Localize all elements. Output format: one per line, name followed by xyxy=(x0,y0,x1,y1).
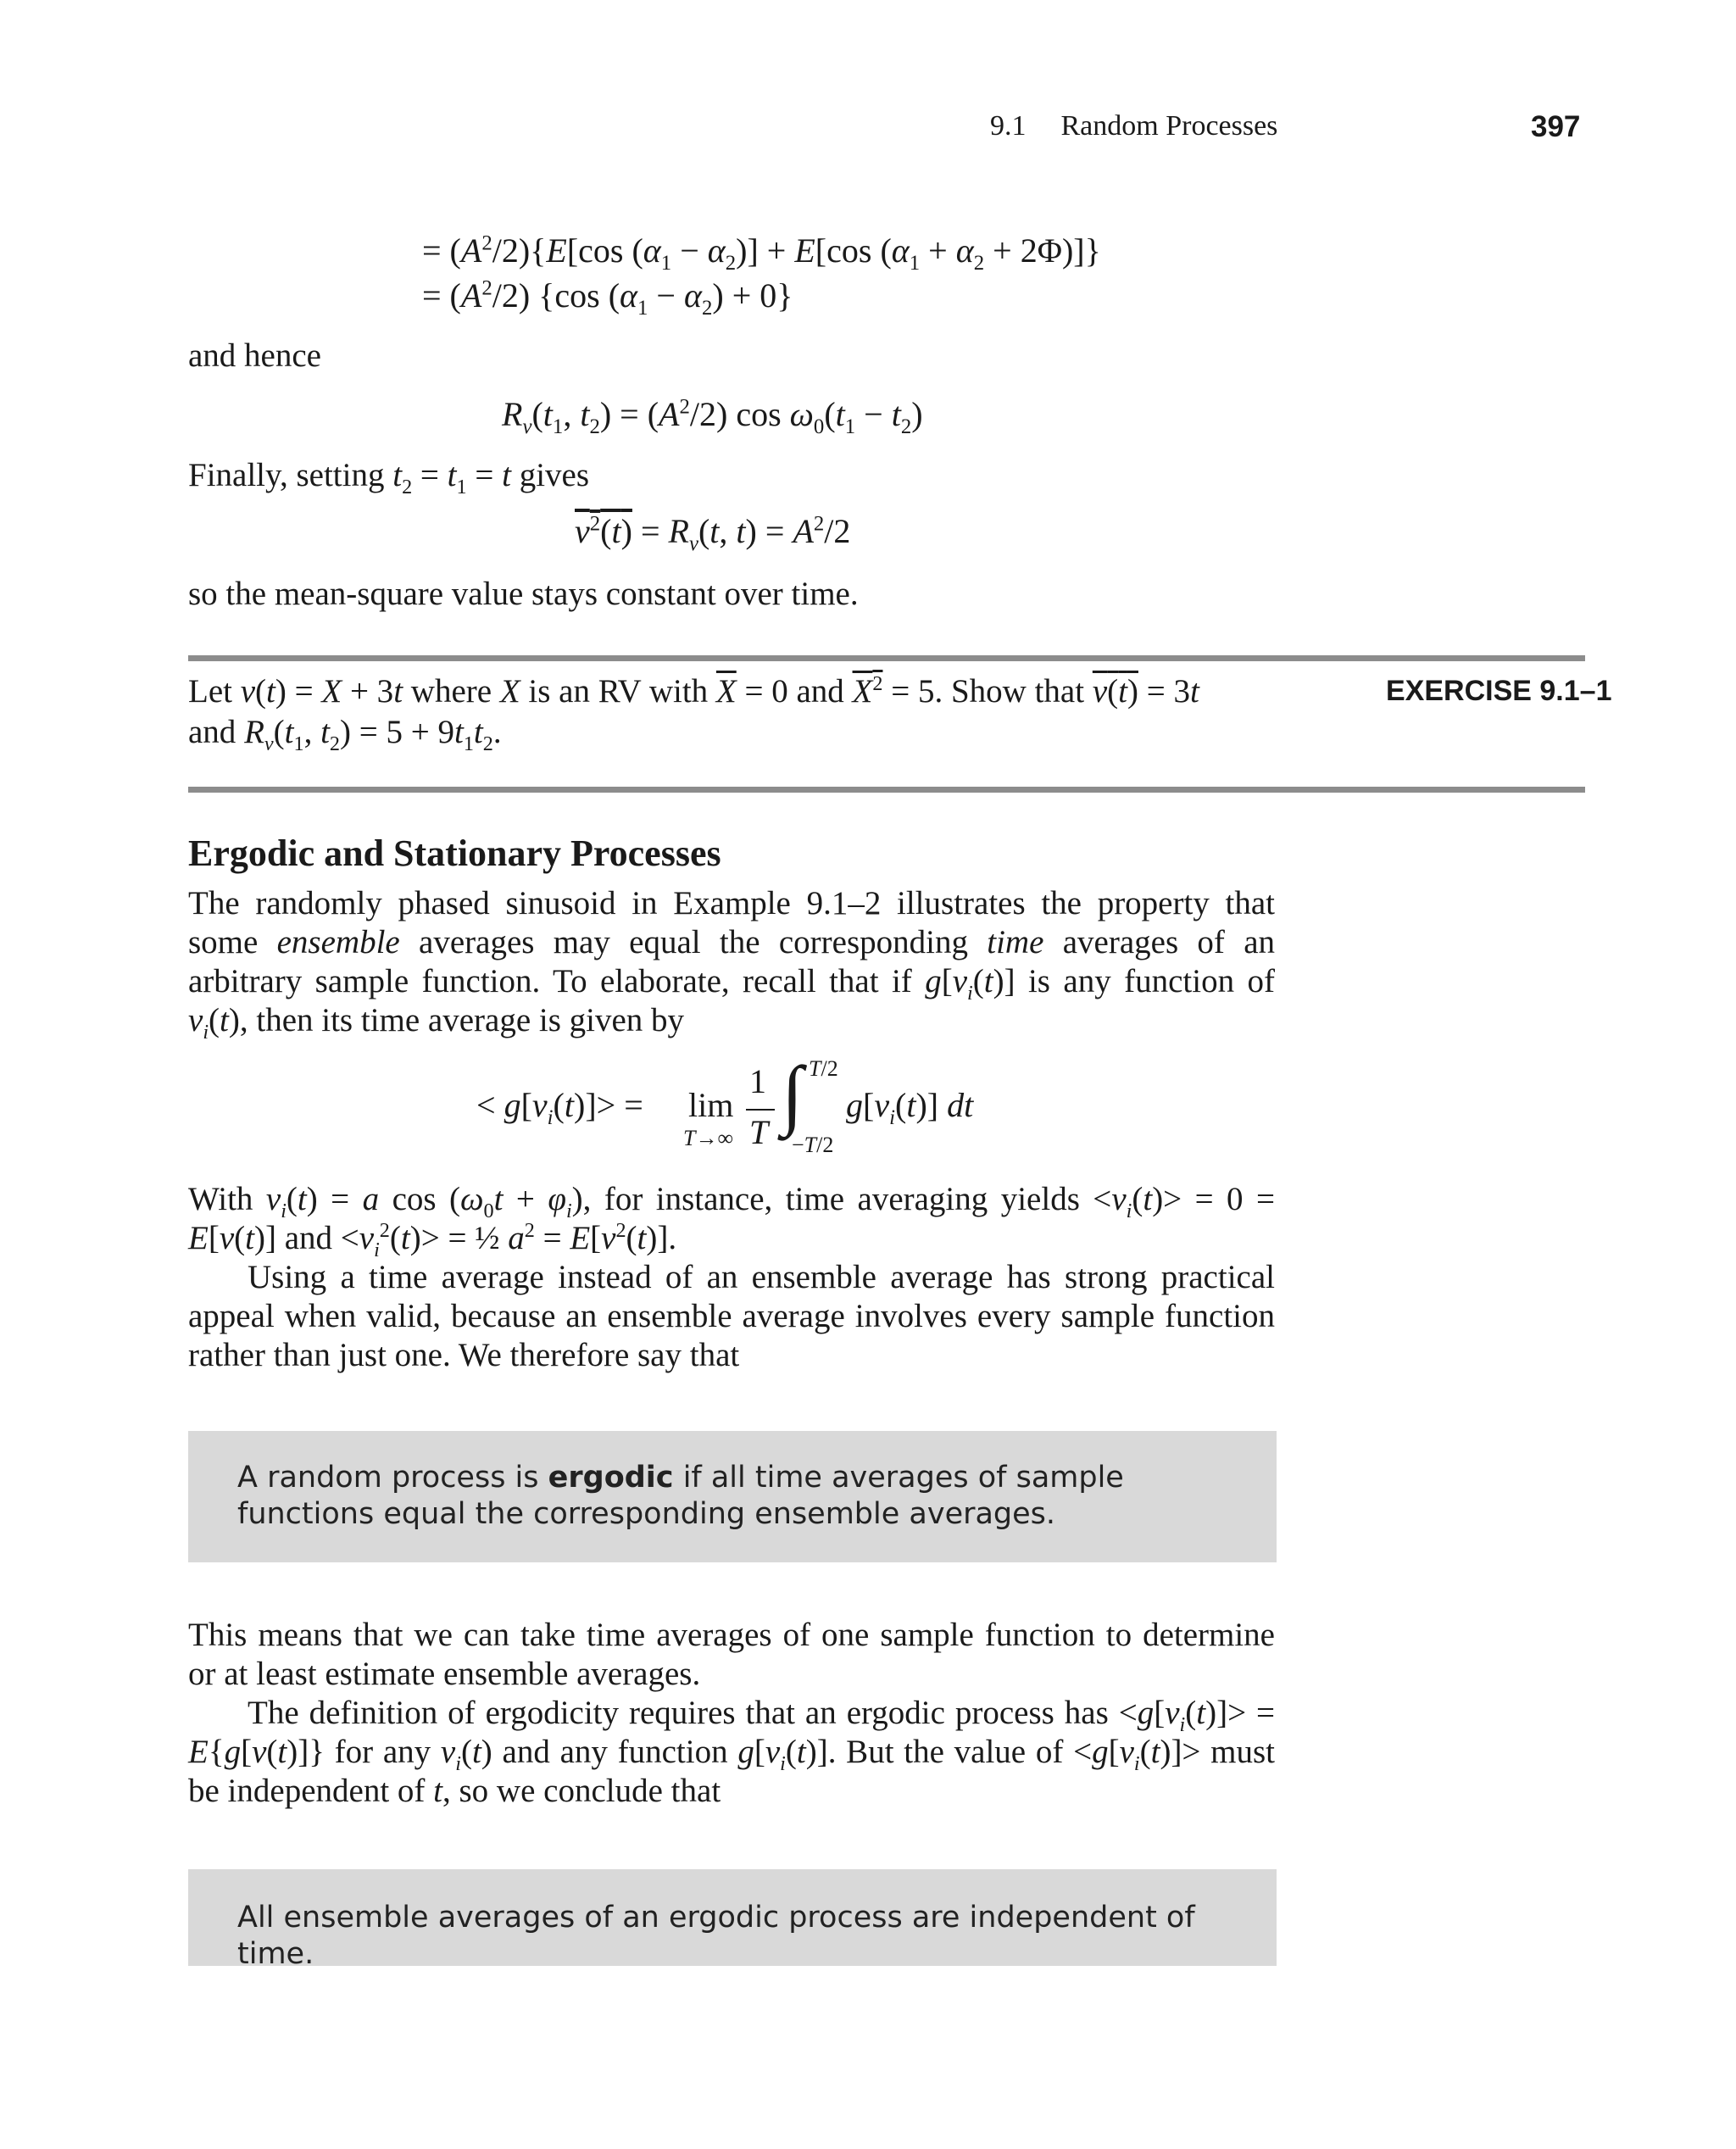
section-number: 9.1 xyxy=(990,110,1027,142)
finally-text: Finally, setting $t_2 = t_1 = t$ gives xyxy=(188,457,590,498)
exercise-line-1: Let v(t) = X + 3t where X is an RV with $\overline{X} = 0$ and $X^2 = 5$. Show that v(t) = 3t xyxy=(188,672,1199,710)
exercise-label: EXERCISE 9.1–1 xyxy=(1386,675,1612,707)
exercise-line-2: and $R_v(t_1$, $t_2) = 5 + 9t_1t_2$. xyxy=(188,714,502,755)
time-independence-text: All ensemble averages of an ergodic process are independent of time. xyxy=(237,1901,1195,1971)
mean-square-equation: $v^2(t) = R_v(t$, $t) = A^2/2$ xyxy=(575,512,851,555)
time-independence-box xyxy=(188,1869,1277,1971)
paragraph-1: The randomly phased sinusoid in Example 9.1–2 illustrates the property that some ensemble averages may equal the corresponding time averages of an arbitrary sample function. To elaborate, recall that if $g[v_i(t)]$ is any function of $v_i(t)$, then its time average is given by xyxy=(188,885,1276,1044)
equation-line-1: = $(A^2/2)\{E[\cos$ $(\alpha_1 - \alpha_2)] + E[\cos$ $(\alpha_1 + \alpha_2 + 2\Phi)$]} xyxy=(422,231,1101,275)
section-heading: Ergodic and Stationary Processes xyxy=(188,832,721,874)
ergodic-definition-text: A random process is ergodic if all time averages of sample functions equal the corresponding ensemble averages. xyxy=(237,1461,1124,1531)
exercise-top-rule xyxy=(188,655,1585,661)
paragraph-3: Using a time average instead of an ensemble average has strong practical appeal when valid, because an ensemble average involves every sample function rather than just one. We therefore say that xyxy=(188,1259,1275,1373)
exercise-bottom-rule xyxy=(188,787,1585,793)
paragraph-5: The definition of ergodicity requires that an ergodic process has $<g[v_i(t)]> = E\{g[v(t)]\}$ for any $v_i(t)$ and any function $g[v_i(t)]$. But the value of $<g[v_i(t)]>$ must be independent of t, so we conclude that xyxy=(188,1695,1276,1809)
autocorrelation-equation: $R_v(t_1$, $t_2) = (A^2/2)$ $\cos \omega_0(t_1 - t_2)$ xyxy=(502,395,923,438)
paragraph-4: This means that we can take time averages of one sample function to determine or at least estimate ensemble averages. xyxy=(188,1617,1275,1692)
page-number: 397 xyxy=(1531,110,1581,143)
ergodic-definition-box xyxy=(188,1431,1277,1562)
ergodic-term: ergodic xyxy=(548,1461,674,1495)
and-hence-text: and hence xyxy=(188,337,321,374)
section-title: Random Processes xyxy=(1060,110,1278,142)
running-header xyxy=(990,110,1277,142)
mean-square-text: so the mean-square value stays constant over time. xyxy=(188,576,859,612)
equation-line-2: = $(A^2/2)$ {cos $(\alpha_1 - \alpha_2) + 0$} xyxy=(422,276,793,320)
paragraph-2: With $v_i(t) = a$ $\cos (\omega_0t + \varphi_i)$, for instance, time averaging yields $<v_i(t)> = 0 = E[v(t)]$ and $<v_i^2(t)>$ = ½ $a^2 = E[v^2(t)]$. xyxy=(188,1181,1275,1261)
